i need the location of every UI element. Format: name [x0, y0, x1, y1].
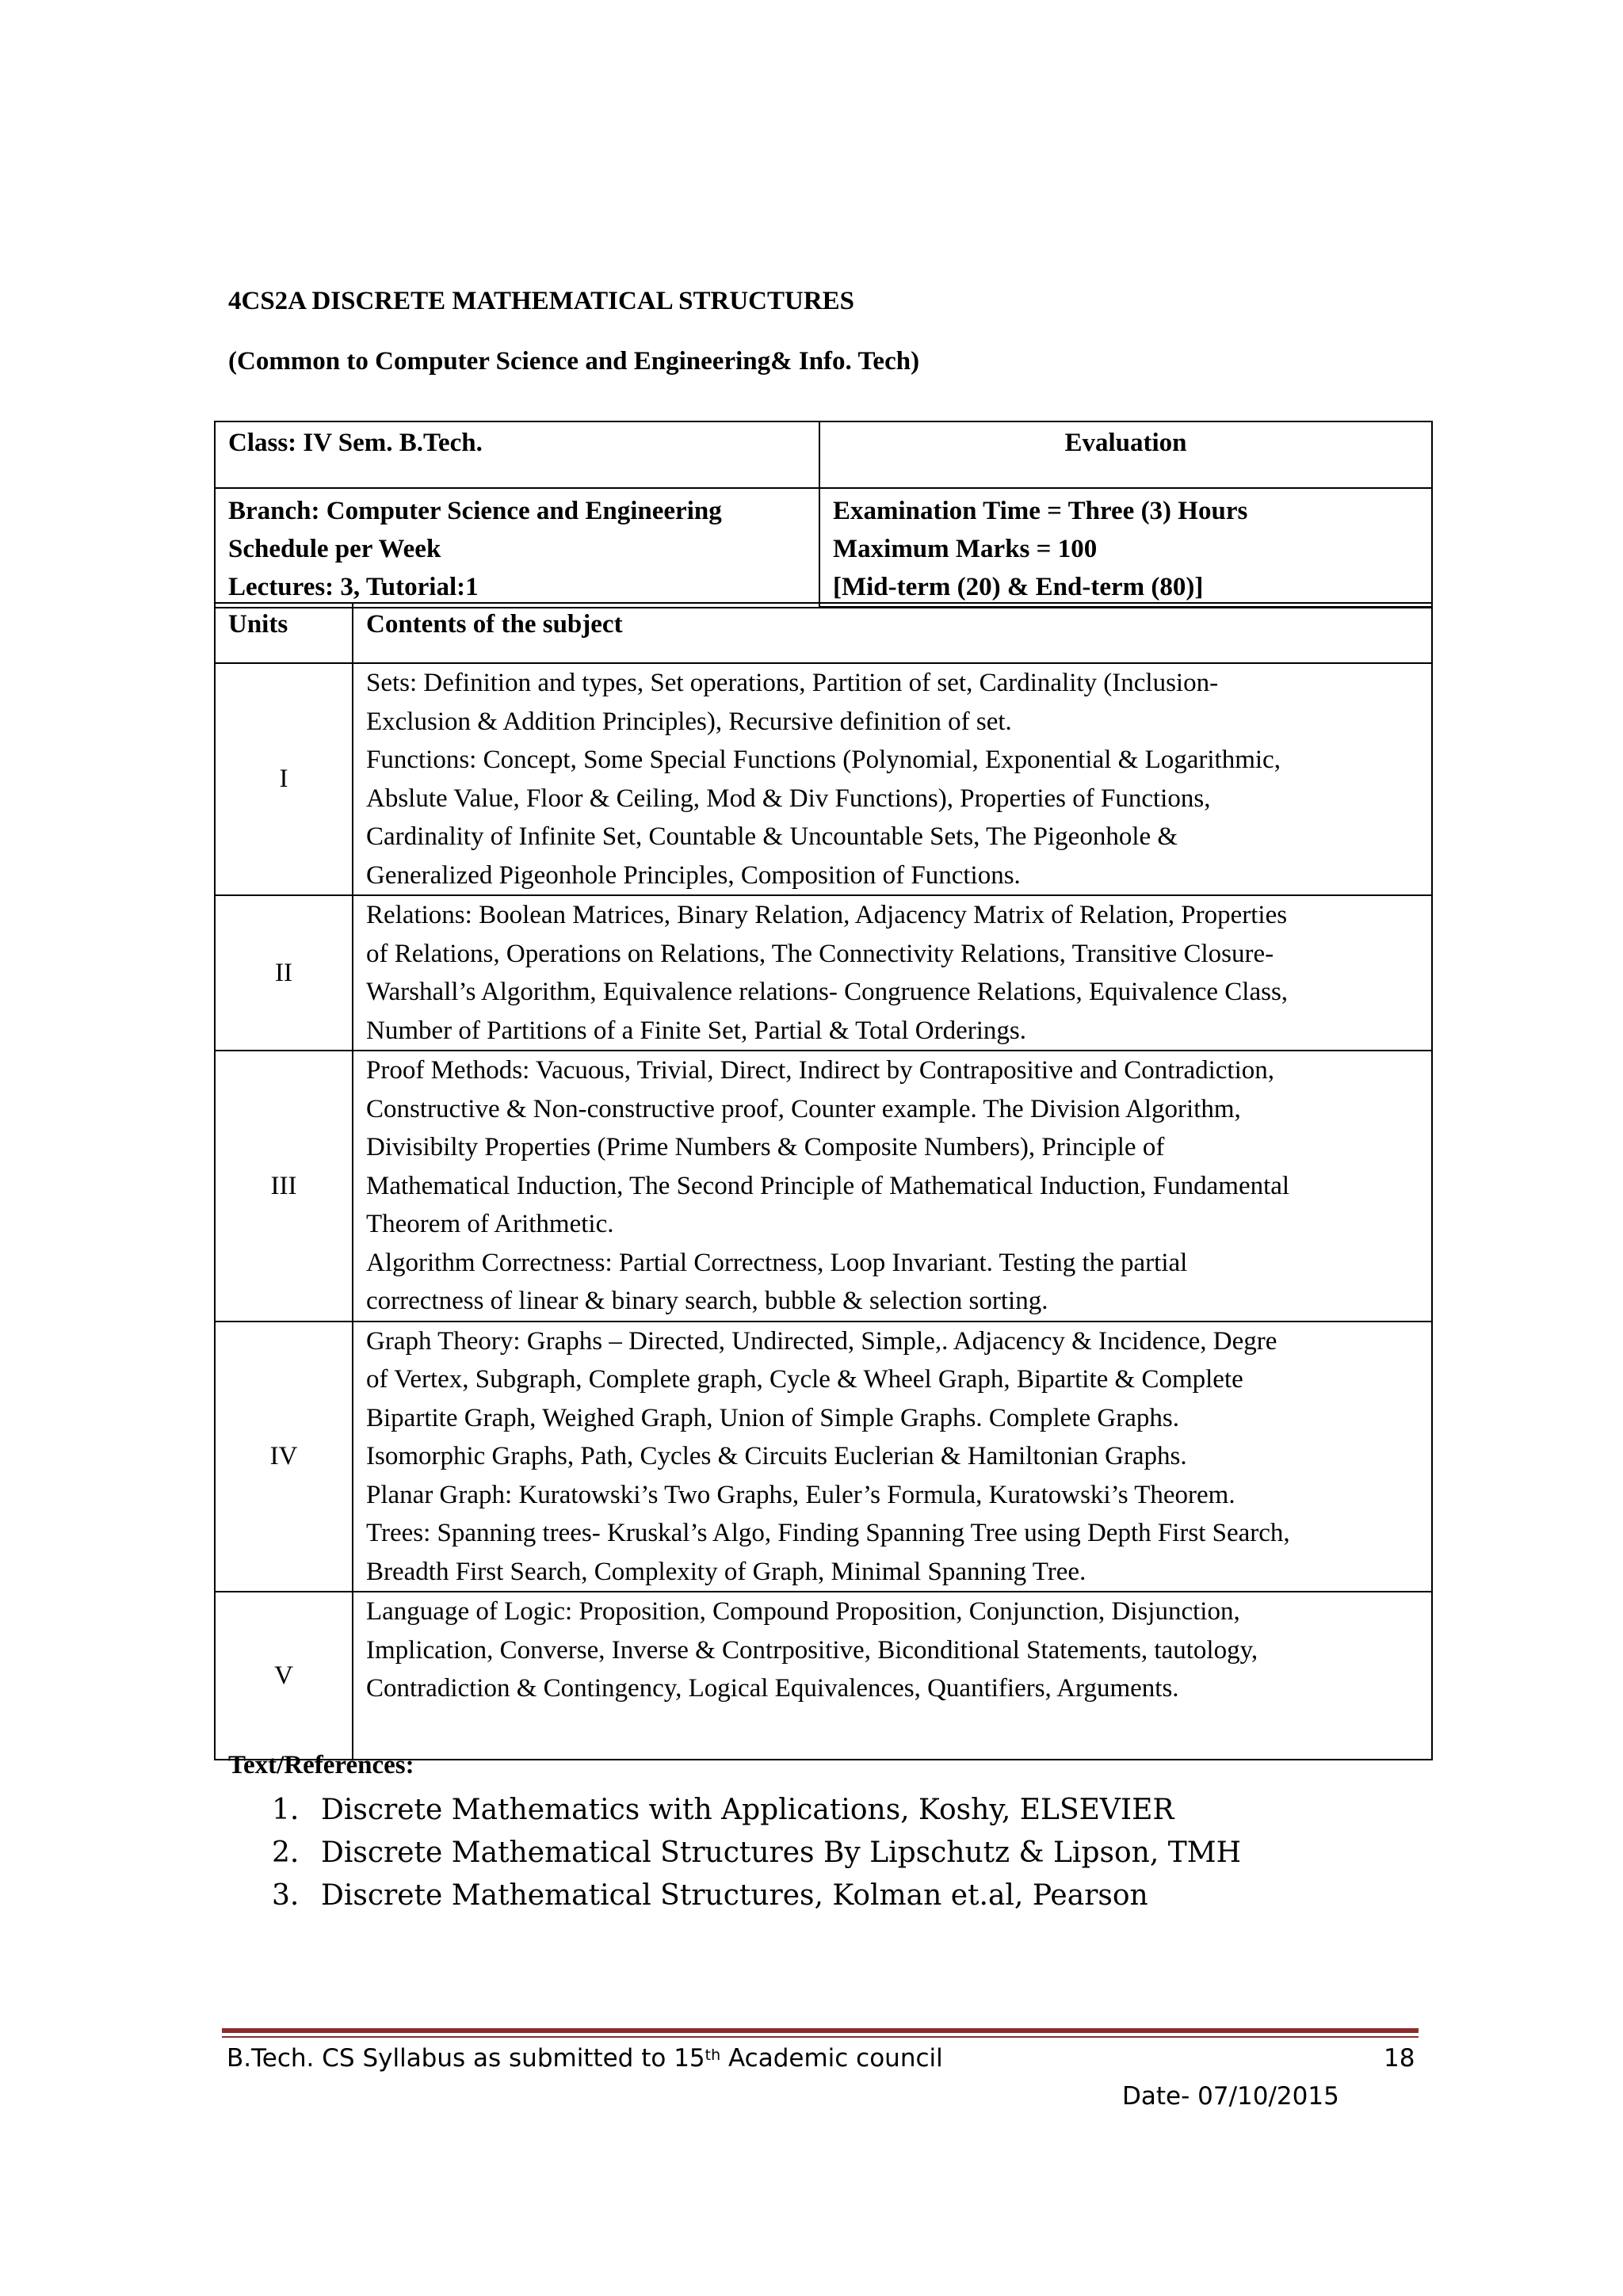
page-subtitle: (Common to Computer Science and Engineering& Info. Tech) [228, 347, 920, 376]
page-number: 18 [1384, 2044, 1415, 2073]
reference-text: Discrete Mathematical Structures, Kolman et.al, Pearson [321, 1879, 1148, 1912]
content-line: Number of Partitions of a Finite Set, Partial & Total Orderings. [366, 1016, 1026, 1045]
references-list [272, 1789, 1241, 1917]
exam-time-text: Examination Time = Three (3) Hours [833, 497, 1248, 525]
list-item [272, 1832, 1241, 1875]
branch-text: Branch: Computer Science and Engineering [228, 497, 722, 525]
content-line: Abslute Value, Floor & Ceiling, Mod & Div Functions), Properties of Functions, [366, 784, 1211, 813]
footer-date: Date- 07/10/2015 [1122, 2082, 1339, 2111]
content-line: Bipartite Graph, Weighed Graph, Union of Simple Graphs. Complete Graphs. [366, 1403, 1179, 1432]
content-line: Contradiction & Contingency, Logical Equivalences, Quantifiers, Arguments. [366, 1674, 1179, 1703]
units-column-header: Units [215, 603, 353, 663]
footer-rule-thin [222, 2036, 1419, 2038]
unit-contents [353, 895, 1432, 1051]
content-line: Divisibilty Properties (Prime Numbers & Composite Numbers), Principle of [366, 1133, 1165, 1161]
reference-text: Discrete Mathematical Structures By Lipschutz & Lipson, TMH [321, 1836, 1241, 1869]
footer-text [227, 2041, 943, 2076]
list-item [272, 1789, 1241, 1832]
content-line: Planar Graph: Kuratowski’s Two Graphs, Euler’s Formula, Kuratowski’s Theorem. [366, 1480, 1235, 1509]
syllabus-table [214, 602, 1433, 1760]
content-line: Theorem of Arithmetic. [366, 1210, 614, 1238]
page-title: 4CS2A DISCRETE MATHEMATICAL STRUCTURES [228, 287, 855, 315]
footer-prefix: B.Tech. CS Syllabus as submitted to 15 [227, 2044, 705, 2073]
class-cell [215, 421, 819, 488]
branch-schedule-cell [215, 488, 819, 608]
max-marks-text: Maximum Marks = 100 [833, 535, 1098, 563]
content-line: Sets: Definition and types, Set operations, Partition of set, Cardinality (Inclusion- [366, 669, 1219, 697]
course-info-table [214, 421, 1433, 608]
content-line: Graph Theory: Graphs – Directed, Undirected, Simple,. Adjacency & Incidence, Degre [366, 1326, 1277, 1356]
content-line: correctness of linear & binary search, bubble & selection sorting. [366, 1287, 1048, 1315]
content-line: Implication, Converse, Inverse & Contrpositive, Biconditional Statements, tautology, [366, 1635, 1258, 1665]
content-line: Algorithm Correctness: Partial Correctness, Loop Invariant. Testing the partial [366, 1248, 1188, 1277]
content-line: Cardinality of Infinite Set, Countable & Uncountable Sets, The Pigeonhole & [366, 822, 1178, 851]
table-row [215, 1592, 1432, 1760]
marks-split-text: [Mid-term (20) & End-term (80)] [833, 573, 1204, 601]
contents-column-header: Contents of the subject [353, 603, 1432, 663]
unit-contents [353, 1322, 1432, 1592]
unit-contents [353, 1592, 1432, 1760]
table-row [215, 1051, 1432, 1322]
content-line: Language of Logic: Proposition, Compound Proposition, Conjunction, Disjunction, [366, 1597, 1240, 1626]
content-line: Isomorphic Graphs, Path, Cycles & Circuits Euclerian & Hamiltonian Graphs. [366, 1442, 1187, 1470]
unit-number: I [215, 663, 353, 895]
lectures-text: Lectures: 3, Tutorial:1 [228, 573, 479, 601]
reference-number: 2. [272, 1836, 300, 1869]
content-line: Mathematical Induction, The Second Principle of Mathematical Induction, Fundamental [366, 1171, 1290, 1200]
content-line: Functions: Concept, Some Special Functions (Polynomial, Exponential & Logarithmic, [366, 746, 1281, 774]
unit-contents [353, 663, 1432, 895]
content-line: Relations: Boolean Matrices, Binary Relation, Adjacency Matrix of Relation, Properties [366, 901, 1288, 929]
content-line: of Vertex, Subgraph, Complete graph, Cycle & Wheel Graph, Bipartite & Complete [366, 1365, 1243, 1394]
unit-number: II [215, 895, 353, 1051]
content-line: Constructive & Non-constructive proof, Counter example. The Division Algorithm, [366, 1094, 1241, 1123]
list-item [272, 1875, 1241, 1917]
content-line: Breadth First Search, Complexity of Graph, Minimal Spanning Tree. [366, 1557, 1086, 1586]
class-label: Class: IV Sem. B.Tech. [228, 429, 483, 457]
evaluation-cell [819, 421, 1432, 488]
table-row [215, 895, 1432, 1051]
content-line: Trees: Spanning trees- Kruskal’s Algo, Finding Spanning Tree using Depth First Search, [366, 1519, 1290, 1547]
unit-contents [353, 1051, 1432, 1322]
content-line: Exclusion & Addition Principles), Recursive definition of set. [366, 707, 1012, 736]
schedule-text: Schedule per Week [228, 535, 441, 563]
evaluation-label: Evaluation [1064, 429, 1187, 457]
reference-number: 1. [272, 1794, 300, 1826]
table-row [215, 663, 1432, 895]
references-heading: Text/References: [228, 1751, 414, 1779]
unit-number: IV [215, 1322, 353, 1592]
unit-number: V [215, 1592, 353, 1760]
reference-text: Discrete Mathematics with Applications, Koshy, ELSEVIER [321, 1794, 1174, 1826]
reference-number: 3. [272, 1879, 300, 1912]
footer-suffix: Academic council [720, 2044, 943, 2073]
unit-number: III [215, 1051, 353, 1322]
table-row [215, 1322, 1432, 1592]
content-line: Warshall’s Algorithm, Equivalence relations- Congruence Relations, Equivalence Class, [366, 978, 1289, 1006]
content-line: Generalized Pigeonhole Principles, Composition of Functions. [366, 860, 1021, 890]
footer-rule [222, 2028, 1419, 2033]
content-line: of Relations, Operations on Relations, The Connectivity Relations, Transitive Closure- [366, 939, 1274, 968]
content-line: Proof Methods: Vacuous, Trivial, Direct, Indirect by Contrapositive and Contradiction, [366, 1056, 1274, 1085]
exam-details-cell [819, 488, 1432, 608]
footer-superscript: th [705, 2046, 721, 2064]
